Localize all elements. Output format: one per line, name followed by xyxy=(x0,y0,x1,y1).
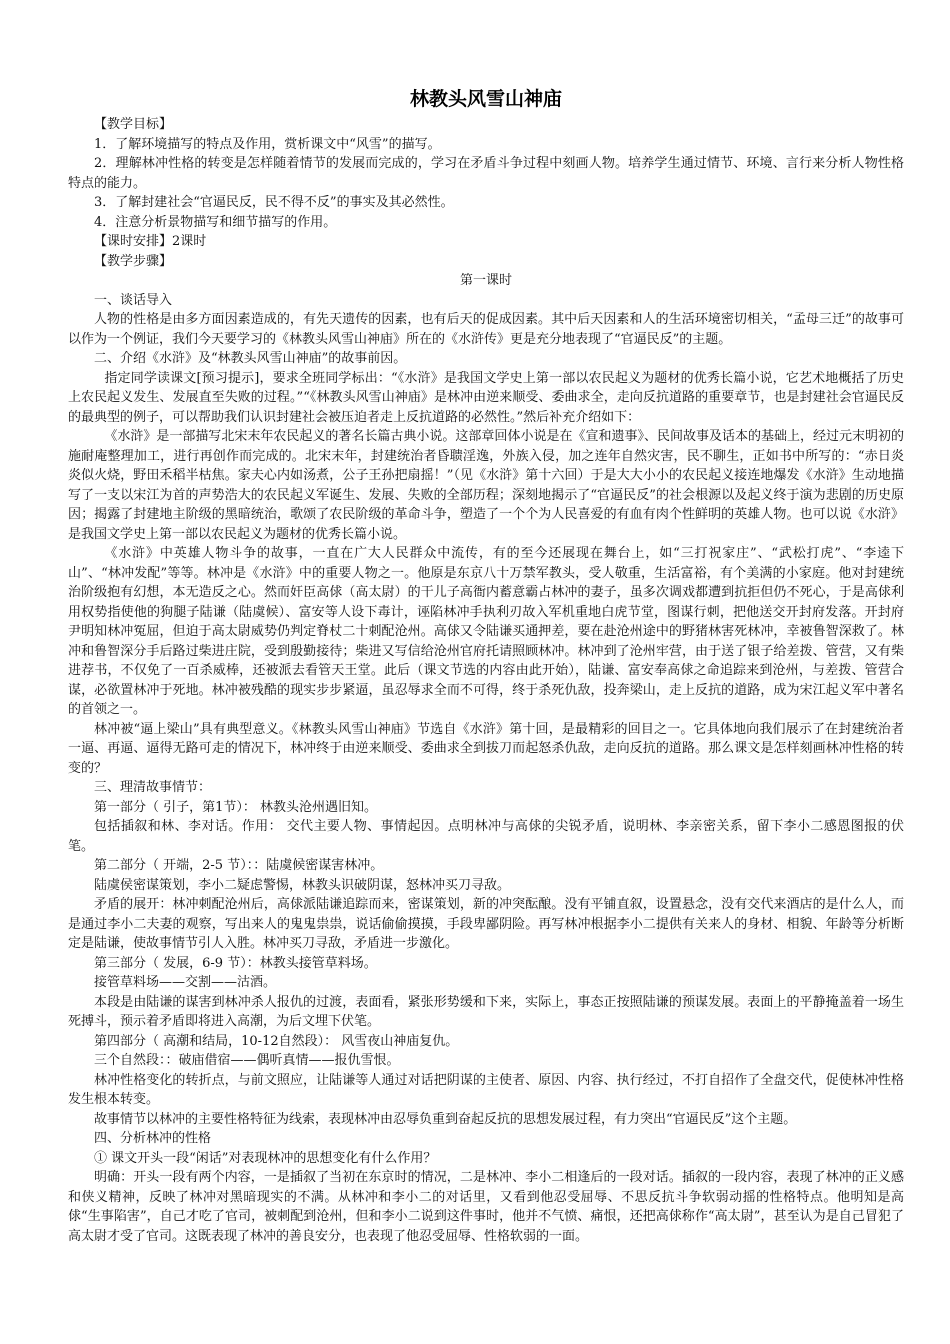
paragraph-part-3-b: 本段是由陆谦的谋害到林冲杀人报仇的过渡，表面看，紧张形势缓和下来，实际上，事态正按照陆谦的预谋发展。表面上的平静掩盖着一场生死搏斗，预示着矛盾即将进入高潮，为后文埋下伏笔。 xyxy=(68,994,904,1029)
paragraph-part-2-b: 矛盾的展开：林冲刺配沧州后，高俅派陆谦追踪而来，密谋策划，新的冲突酝酿。没有平铺直叙，设置悬念，没有交代来酒店的是什么人，而是通过李小二夫妻的观察，写出来人的鬼鬼祟祟，说话偷偷摸摸，手段卑鄙阴险。再写林冲根据李小二提供有关来人的身材、相貌、年龄等分析断定是陆谦，使故事情节引人入胜。林冲买刀寻敌，矛盾进一步激化。 xyxy=(68,897,904,951)
document-title: 林教头风雪山神庙 xyxy=(409,88,562,110)
paragraph-part-2: 第二部分（ 开端，2-5 节）：：陆虞候密谋害林冲。 xyxy=(94,858,384,873)
paragraph-sec-2-b: 《水浒》是一部描写北宋末年农民起义的著名长篇古典小说。这部章回体小说是在《宣和遗事》、民间故事及话本的基础上，经过元末明初的施耐庵整理加工，进行再创作而完成的。北宋末年，封建统治者昏聩淫逸，外族入侵，加之连年自然灾害，民不聊生，正如书中所写的：“赤日炎炎似火烧，野田禾稻半枯焦。家夫心内如汤煮，公子王孙把扇摇！”（见《水浒》第十六回）于是大大小小的农民起义接连地爆发《水浒》生动地描写了一支以宋江为首的声势浩大的农民起义军诞生、发展、失败的全部历程；深刻地揭示了“官逼民反”的社会根源以及起义终于演为悲剧的历史原因；揭露了封建地主阶级的黑暗统治，歌颂了农民阶级的革命斗争，塑造了一个个为人民喜爱的有血有肉个性鲜明的英雄人物。也可以说《水浒》是我国文学史上第一部以农民起义为题材的优秀长篇小说。 xyxy=(68,429,904,542)
paragraph-goal-4: 4．注意分析景物描写和细节描写的作用。 xyxy=(94,214,337,230)
paragraph-sec-4: 四、分析林冲的性格 xyxy=(94,1131,212,1146)
paragraph-goal-heading: 【教学目标】 xyxy=(94,117,173,132)
paragraph-sec-3: 三、理清故事情节： xyxy=(94,780,212,795)
paragraph-steps-heading: 【教学步骤】 xyxy=(94,253,173,269)
paragraph-part-4: 第四部分（ 高潮和结局，10-12自然段）： 风雪夜山神庙复仇。 xyxy=(94,1033,459,1049)
document-body xyxy=(68,115,904,1246)
paragraph-part-4-c: 故事情节以林冲的主要性格特征为线索，表现林冲由忍辱负重到奋起反抗的思想发展过程，有力突出“官逼民反”这个主题。 xyxy=(94,1111,797,1127)
paragraph-sec-2: 二、介绍《水浒》及“林教头风雪山神庙”的故事前因。 xyxy=(94,351,407,366)
paragraph-part-4-b: 林冲性格变化的转折点，与前文照应，让陆谦等人通过对话把阴谋的主使者、原因、内容、执行经过，不打自招作了全盘交代，促使林冲性格发生根本转变。 xyxy=(68,1072,904,1107)
paragraph-lesson-1: 第一课时 xyxy=(459,273,512,288)
paragraph-part-3-a: 接管草料场——交割——沽酒。 xyxy=(94,975,277,990)
paragraph-hours: 【课时安排】2课时 xyxy=(94,234,207,249)
paragraph-sec-2-a: 指定同学读课文[预习提示]，要求全班同学标出：“《水浒》是我国文学史上第一部以农民起义为题材的优秀长篇小说，它艺术地概括了历史上农民起义发生、发展直至失败的过程。”“《林教头风雪山神庙》是林冲由逆来顺受、委曲求全，走向反抗道路的重要章节，也是封建社会官逼民反的最典型的例子，可以帮助我们认识封建社会被压迫者走上反抗道路的必然性。”然后补充介绍如下： xyxy=(68,370,904,425)
document-page xyxy=(68,86,904,1246)
paragraph-part-4-a: 三个自然段：：破庙借宿——偶听真情——报仇雪恨。 xyxy=(94,1053,400,1068)
paragraph-part-2-a: 陆虞侯密谋策划，李小二疑虑警惕，林教头识破阴谋，怒林冲买刀寻敌。 xyxy=(94,877,511,893)
paragraph-q-1-answer: 明确：开头一段有两个内容，一是插叙了当初在东京时的情况，二是林冲、李小二相逢后的一段对话。插叙的一段内容，表现了林冲的正义感和侠义精神，反映了林冲对黑暗现实的不满。从林冲和李小二的对话里，又看到他忍受屈辱、不思反抗斗争软弱动摇的性格特点。他明知是高俅“生事陷害”，自己才吃了官司，被刺配到沧州，但和李小二说到这件事时，他并不气愤、痛恨，还把高俅称作“高太尉”，甚至认为是自己冒犯了高太尉才受了官司。这既表现了林冲的善良安分，也表现了他忍受屈辱、性格软弱的一面。 xyxy=(68,1170,904,1244)
paragraph-goal-1: 1．了解环境描写的特点及作用，赏析课文中“风雪”的描写。 xyxy=(94,136,441,152)
paragraph-part-1-body: 包括插叙和林、李对话。作用： 交代主要人物、事情起因。点明林冲与高俅的尖锐矛盾，说明林、李亲密关系，留下李小二感恩图报的伏笔。 xyxy=(68,819,904,854)
paragraph-goal-2: 2．理解林冲性格的转变是怎样随着情节的发展而完成的，学习在矛盾斗争过程中刻画人物。培养学生通过情节、环境、言行来分析人物性格特点的能力。 xyxy=(68,156,904,191)
paragraph-part-1: 第一部分（ 引子，第1节）： 林教头沧州遇旧知。 xyxy=(94,799,378,815)
paragraph-goal-3: 3．了解封建社会“官逼民反，民不得不反”的事实及其必然性。 xyxy=(94,195,454,210)
paragraph-q-1: ① 课文开头一段“闲话”对表现林冲的思想变化有什么作用？ xyxy=(94,1150,437,1166)
paragraph-sec-1-body: 人物的性格是由多方面因素造成的，有先天遗传的因素，也有后天的促成因素。其中后天因素和人的生活环境密切相关，“孟母三迁”的故事可以作为一个例证，我们今天要学习的《林教头风雪山神庙》所在的《水浒传》更是充分地表现了“官逼民反”的主题。 xyxy=(68,312,904,347)
paragraph-sec-2-d: 林冲被“逼上梁山”具有典型意义。《林教头风雪山神庙》节选自《水浒》第十回，是最精彩的回目之一。它具体地向我们展示了在封建统治者一逼、再逼、逼得无路可走的情况下，林冲终于由逆来顺受、委曲求全到拔刀而起怒杀仇敌，走向反抗的道路。那么课文是怎样刻画林冲性格的转变的？ xyxy=(68,721,904,776)
paragraph-sec-2-c: 《水浒》中英雄人物斗争的故事，一直在广大人民群众中流传，有的至今还展现在舞台上，如“三打祝家庄”、“武松打虎”、“李逵下山”、“林冲发配”等等。林冲是《水浒》中的重要人物之一。他原是东京八十万禁军教头，受人敬重，生活富裕，有个美满的小家庭。他对封建统治阶级抱有幻想，本无造反之心。然而奸臣高俅（高太尉）的干儿子高衙内蓄意霸占林冲的妻子，虽多次调戏都遭到抗拒但仍不死心，于是高俅利用权势指使他的狗腿子陆谦（陆虞候）、富安等人设下毒计，诬陷林冲手执利刃故入军机重地白虎节堂，图谋行刺，把他送交开封府发落。开封府尹明知林冲冤屈，但迫于高太尉威势仍判定脊杖二十刺配沧州。高俅又令陆谦买通押差，要在赴沧州途中的野猪林害死林冲，幸被鲁智深救了。林冲和鲁智深分手后路过柴进庄院，受到殷勤接待；柴进又写信给沧州官府托请照顾林冲。林冲到了沧州牢营，由于送了银子给差拨、管营，又有柴进荐书，不仅免了一百杀威棒，还被派去看管天王堂。此后（课文节选的内容由此开始），陆谦、富安奉高俅之命追踪来到沧州，与差拨、管营合谋，必欲置林冲于死地。林冲被残酷的现实步步紧逼，虽忍辱求全而不可得，终于杀死仇敌，投奔梁山，走上反抗的道路，成为宋江起义军中著名的首领之一。 xyxy=(68,546,904,717)
paragraph-sec-1: 一、谈话导入 xyxy=(94,292,173,308)
paragraph-part-3: 第三部分（ 发展，6-9 节）：林教头接管草料场。 xyxy=(94,955,377,971)
